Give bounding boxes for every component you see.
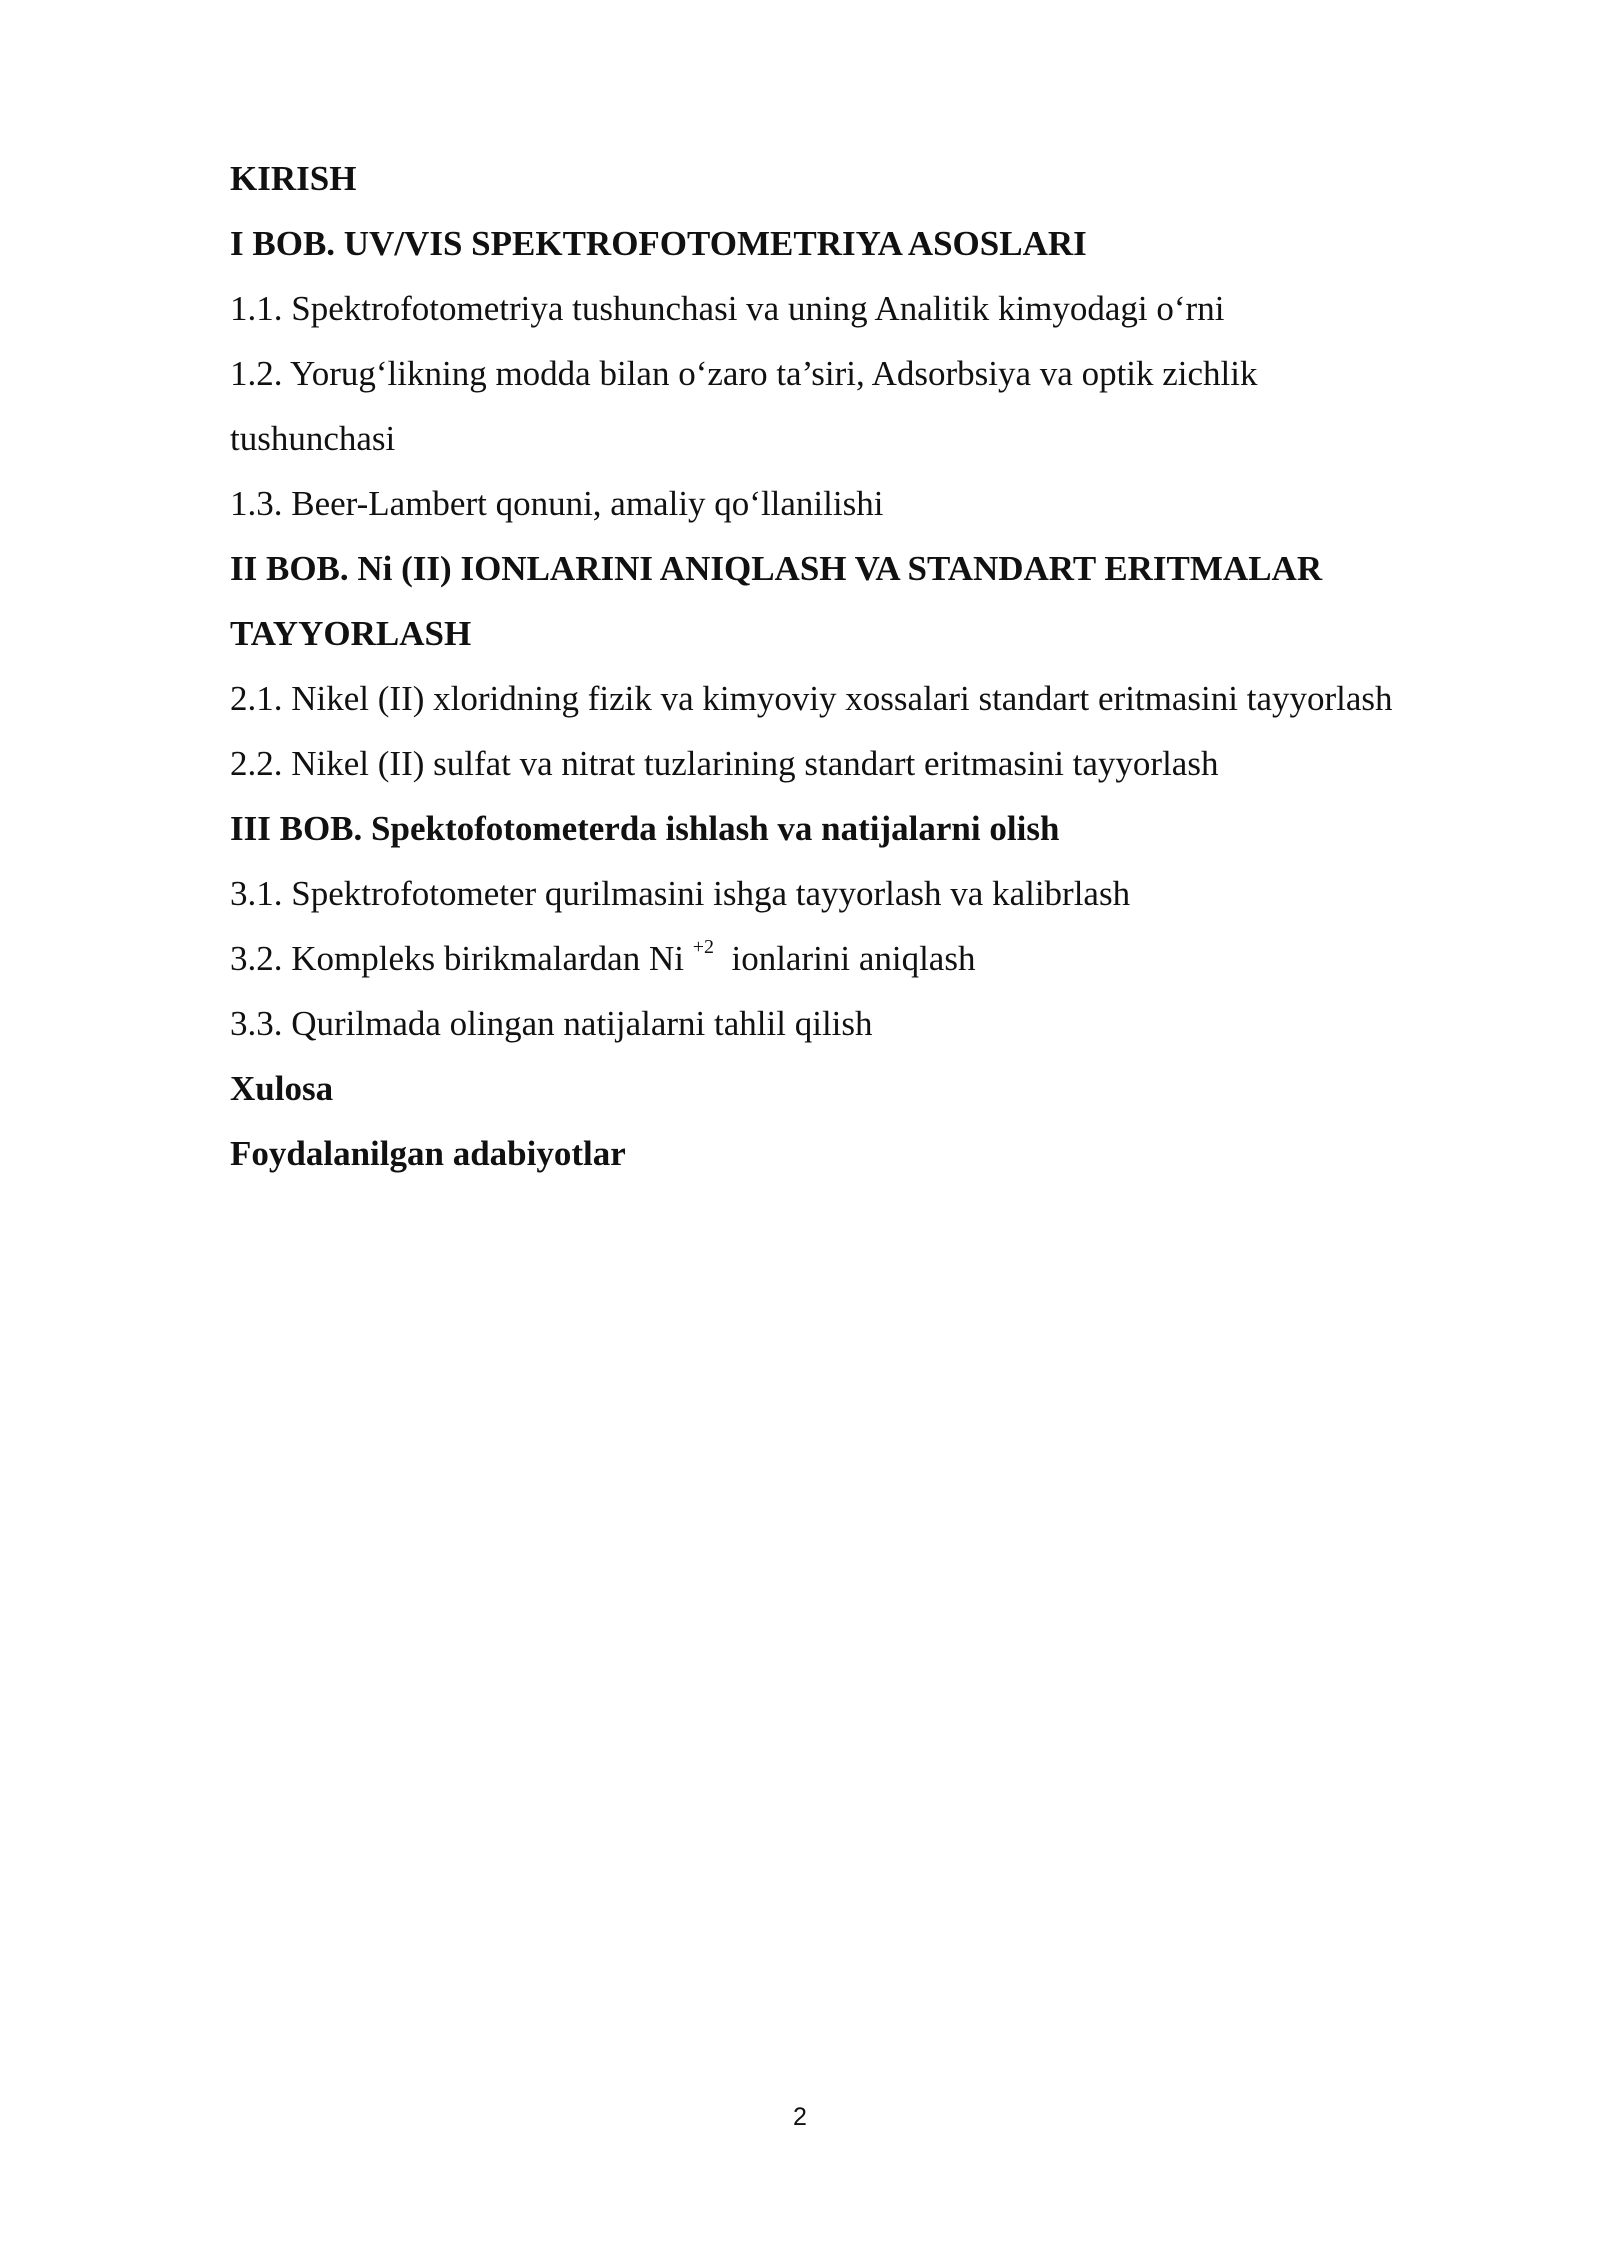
toc-chapter-1-title: I BOB. UV/VIS SPEKTROFOTOMETRIYA ASOSLARI	[230, 224, 1087, 263]
toc-section-1-3: 1.3. Beer-Lambert qonuni, amaliy qo‘llanilishi	[230, 484, 884, 523]
toc-references: Foydalanilgan adabiyotlar	[230, 1134, 626, 1173]
toc-section-3-2-suffix: ionlarini aniqlash	[713, 939, 976, 978]
page-number: 2	[793, 2103, 807, 2131]
toc-chapter-2-title-line1: II BOB. Ni (II) IONLARINI ANIQLASH VA STANDART ERITMALAR	[230, 549, 1323, 588]
toc-section-2-1: 2.1. Nikel (II) xloridning fizik va kimyoviy xossalari standart eritmasini tayyorlash	[230, 679, 1393, 718]
toc-section-3-2-prefix: 3.2. Kompleks birikmalardan Ni	[230, 939, 693, 978]
toc-section-3-2-superscript: +2	[692, 936, 714, 959]
toc-conclusion: Xulosa	[230, 1069, 334, 1108]
table-of-contents	[230, 146, 1530, 1186]
toc-section-3-3: 3.3. Qurilmada olingan natijalarni tahlil qilish	[230, 1004, 873, 1043]
toc-section-1-2-line1: 1.2. Yorug‘likning modda bilan o‘zaro ta’siri, Adsorbsiya va optik zichlik	[230, 354, 1258, 393]
toc-chapter-3-title: III BOB. Spektofotometerda ishlash va natijalarni olish	[230, 809, 1060, 848]
toc-section-1-2-line2: tushunchasi	[230, 419, 396, 458]
toc-introduction: KIRISH	[230, 159, 357, 198]
toc-section-3-1: 3.1. Spektrofotometer qurilmasini ishga tayyorlash va kalibrlash	[230, 874, 1131, 913]
toc-section-2-2: 2.2. Nikel (II) sulfat va nitrat tuzlarining standart eritmasini tayyorlash	[230, 744, 1219, 783]
toc-section-1-1: 1.1. Spektrofotometriya tushunchasi va uning Analitik kimyodagi o‘rni	[230, 289, 1225, 328]
toc-chapter-2-title-line2: TAYYORLASH	[230, 614, 472, 653]
toc-section-3-2	[230, 926, 1530, 991]
